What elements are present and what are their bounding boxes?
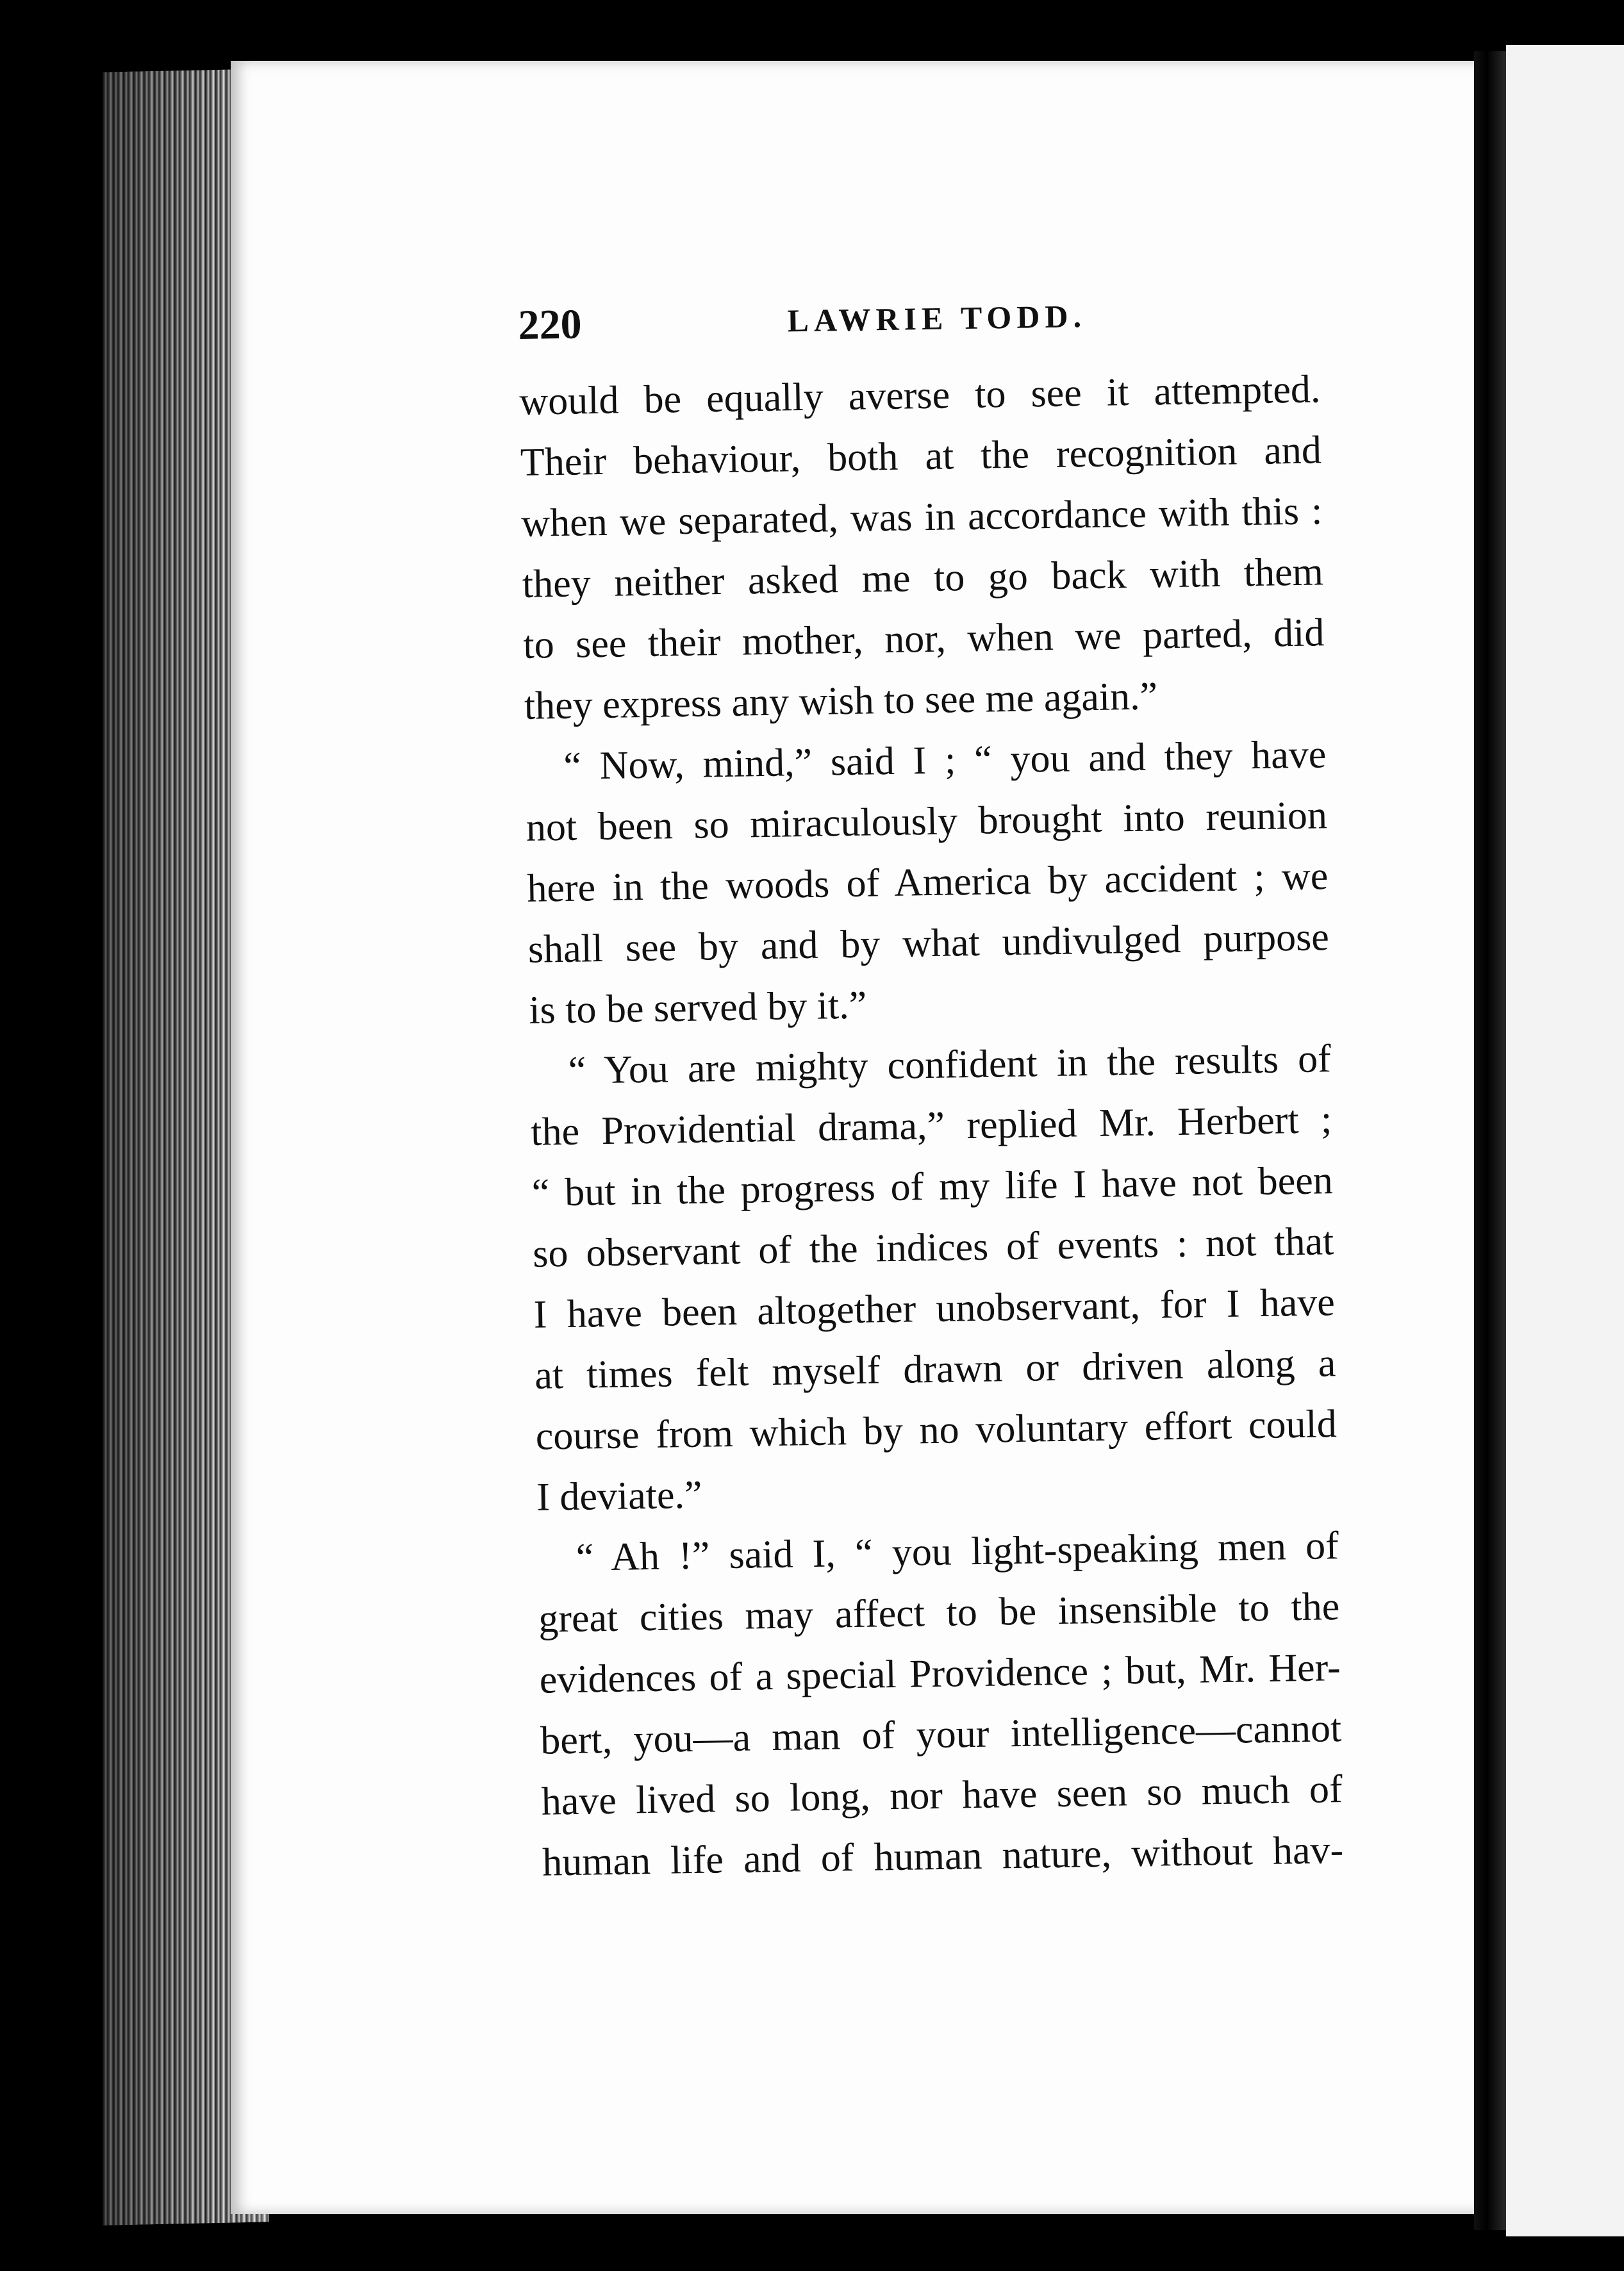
text-line: when we separated, was in accordance with this : <box>520 489 1323 545</box>
text-line: great cities may affect to be insensible to the <box>538 1585 1340 1641</box>
text-line: have lived so long, nor have seen so much of <box>541 1767 1343 1824</box>
text-line: here in the woods of America by accident ; we <box>526 854 1329 911</box>
text-line: “ Ah !” said I, “ you light-speaking men of <box>576 1524 1339 1580</box>
text-line: they express any wish to see me again.” <box>524 674 1158 728</box>
book-gutter <box>1474 51 1506 2230</box>
text-line: I have been altogether unobservant, for I have <box>533 1280 1336 1337</box>
text-line: “ You are mighty confident in the results of <box>568 1037 1332 1093</box>
text-line: the Providential drama,” replied Mr. Herbert ; <box>530 1098 1332 1154</box>
text-line: “ but in the progress of my life I have not been <box>531 1159 1334 1215</box>
text-line: evidences of a special Providence ; but, Mr. Her- <box>539 1646 1341 1702</box>
text-line: not been so miraculously brought into reunion <box>526 793 1328 850</box>
text-line: at times felt myself drawn or driven along a <box>534 1341 1336 1398</box>
text-line: shall see by and by what undivulged purpose <box>527 915 1330 971</box>
page-text <box>518 288 1414 1894</box>
text-line: bert, you—a man of your intelligence—cannot <box>540 1706 1342 1763</box>
text-line: they neither asked me to go back with them <box>522 550 1324 606</box>
text-line: is to be served by it.” <box>528 983 867 1032</box>
body-text <box>519 358 1414 1894</box>
text-line: to see their mother, nor, when we parted, did <box>522 611 1325 667</box>
text-line: Their behaviour, both at the recognition and <box>520 428 1322 484</box>
text-line: “ Now, mind,” said I ; “ you and they have <box>563 732 1327 788</box>
text-line: I deviate.” <box>536 1473 702 1519</box>
text-line: would be equally averse to see it attempted. <box>518 367 1321 424</box>
text-line: human life and of human nature, without hav- <box>542 1828 1344 1885</box>
page-header <box>518 288 1391 372</box>
page-number: 220 <box>518 301 583 349</box>
text-line: course from which by no voluntary effort could <box>535 1402 1338 1458</box>
running-title: LAWRIE TODD. <box>787 298 1087 339</box>
text-line: so observant of the indices of events : not that <box>532 1219 1334 1276</box>
facing-page-edge <box>1506 45 1624 2236</box>
